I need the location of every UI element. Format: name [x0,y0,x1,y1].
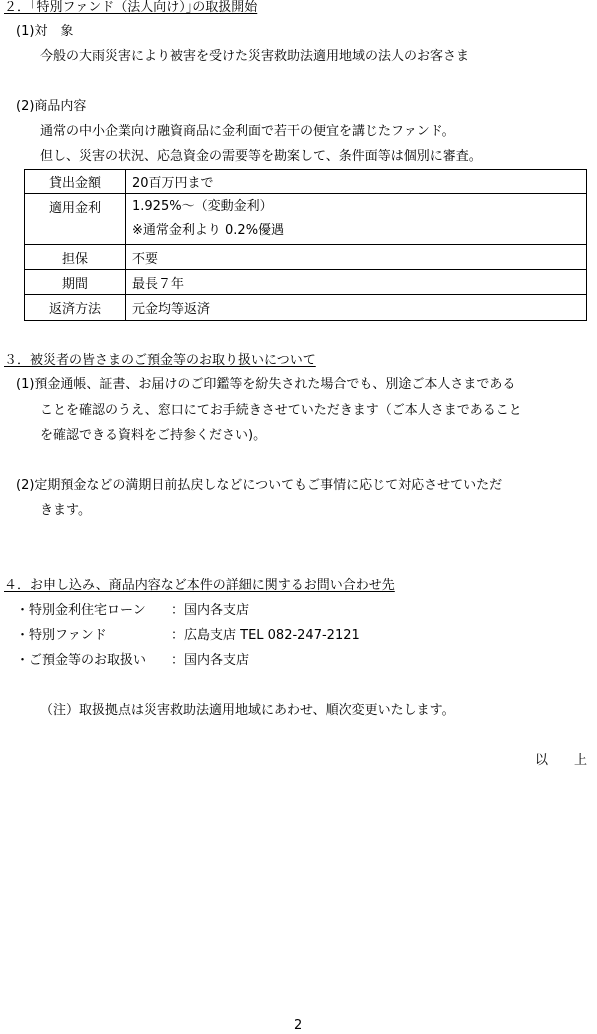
rate-value: 1.925%～（変動金利） [132,199,273,214]
contact-value: ：広島支店 TEL 082-247-2121 [171,628,360,643]
table-label: 適用金利 [25,194,126,245]
table-value: 元金均等返済 [126,295,587,321]
table-label: 貸出金額 [25,170,126,194]
deposit-item2-line2: きます。 [40,503,91,518]
section4-heading: ４．お申し込み、商品内容など本件の詳細に関するお問い合わせ先 [4,578,395,593]
contact-value: ：国内各支店 [171,653,250,668]
section3-heading: ３．被災者の皆さまのご預金等のお取り扱いについて [4,353,316,368]
deposit-item1-line3: を確認できる資料をご持参ください)。 [40,428,267,443]
product-line-2: 但し、災害の状況、応急資金の需要等を勘案して、条件面等は個別に審査。 [40,149,482,164]
closing-text: 以 上 [535,753,588,768]
table-value: 不要 [126,245,587,270]
contact-label: ・ご預金等のお取扱い [16,653,147,668]
page-number: 2 [294,1018,303,1033]
deposit-item1-line2: ことを確認のうえ、窓口にてお手続きさせていただきます（ご本人さまであること [40,403,522,418]
target-title: (1)対 象 [16,24,74,39]
deposit-item2-line1: (2)定期預金などの満期日前払戻しなどについてもご事情に応じて対応させていただ [16,478,503,493]
table-row [25,170,587,194]
table-row [25,270,587,295]
section2-heading: ２．｢特別ファンド（法人向け）｣の取扱開始 [4,0,258,15]
table-row [25,245,587,270]
table-value: 最長７年 [126,270,587,295]
table-label: 期間 [25,270,126,295]
contact-label: ・特別ファンド [16,628,107,643]
target-text: 今般の大雨災害により被害を受けた災害救助法適用地域の法人のお客さま [40,49,470,64]
table-value [126,194,587,245]
note-text: （注）取扱拠点は災害救助法適用地域にあわせ、順次変更いたします。 [40,703,455,718]
loan-terms-table [24,169,587,321]
product-title: (2)商品内容 [16,99,87,114]
contact-value: ：国内各支店 [171,603,250,618]
table-row [25,295,587,321]
table-row [25,194,587,245]
table-label: 返済方法 [25,295,126,321]
table-value: 20百万円まで [126,170,587,194]
contact-label: ・特別金利住宅ローン [16,603,146,618]
deposit-item1-line1: (1)預金通帳、証書、お届けのご印鑑等を紛失された場合でも、別途ご本人さまである [16,377,516,392]
rate-note: ※通常金利より 0.2%優遇 [132,223,285,238]
table-label: 担保 [25,245,126,270]
product-line-1: 通常の中小企業向け融資商品に金利面で若干の便宜を講じたファンド。 [40,124,455,139]
